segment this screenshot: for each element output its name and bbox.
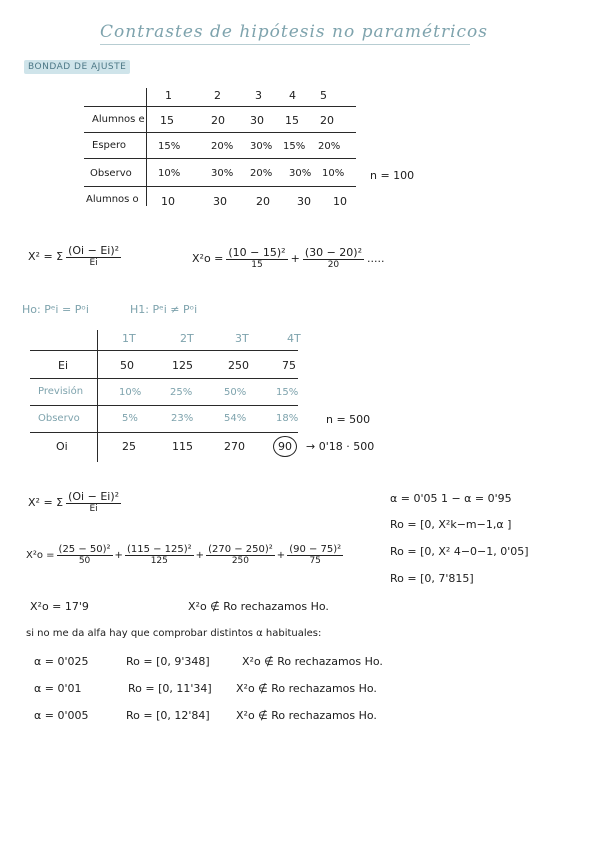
col-header: 1T	[122, 332, 136, 345]
table-cell: 20	[320, 114, 334, 127]
row-label: Oi	[56, 440, 68, 453]
col-header: 4	[289, 89, 296, 102]
chi-square-result: X²o = 17'9	[30, 600, 89, 613]
rejection-region: Ro = [0, 11'34]	[128, 682, 212, 695]
chi-square-formula-2	[28, 490, 121, 514]
formula-numerator: (25 − 50)²	[58, 544, 111, 555]
row-label: Ei	[58, 359, 69, 372]
decision: X²o ∉ Ro rechazamos Ho.	[236, 682, 377, 695]
formula-lhs: X² = Σ	[28, 249, 64, 263]
table-cell: 20	[256, 195, 270, 208]
formula-denominator: 20	[327, 260, 340, 270]
alt-hypothesis: H1: Pᵉi ≠ Pᵒi	[130, 303, 198, 316]
table-cell: 30%	[289, 168, 312, 179]
col-header: 4T	[287, 332, 301, 345]
formula-denominator: 75	[309, 556, 321, 566]
table-cell: 30	[297, 195, 311, 208]
alpha-check: α = 0'005	[34, 709, 89, 722]
table-cell: 10%	[119, 387, 142, 398]
formula-numerator: (10 − 15)²	[228, 246, 286, 259]
table-cell: 10%	[322, 168, 345, 179]
table-cell: 20%	[250, 168, 273, 179]
row-label: Observo	[90, 168, 132, 179]
table-cell: 30	[250, 114, 264, 127]
formula-numerator: (Oi − Ei)²	[68, 244, 120, 257]
table-cell: 15%	[283, 141, 306, 152]
row-label: Observo	[38, 413, 80, 424]
table-cell: 15%	[158, 141, 181, 152]
table-cell: 115	[172, 440, 193, 453]
page-title: Contrastes de hipótesis no paramétricos	[100, 22, 488, 42]
plus-sign: +	[290, 251, 300, 265]
table-cell: 18%	[276, 413, 299, 424]
table-cell: 15	[160, 114, 174, 127]
formula-denominator: 125	[150, 556, 168, 566]
formula-denominator: Ei	[89, 504, 98, 514]
decision: X²o ∉ Ro rechazamos Ho.	[242, 655, 383, 668]
alpha-note: si no me da alfa hay que comprobar distintos α habituales:	[26, 628, 322, 639]
col-header: 3T	[235, 332, 249, 345]
alpha-value: α = 0'05 1 − α = 0'95	[390, 492, 512, 505]
col-header: 1	[165, 89, 172, 102]
rejection-region: Ro = [0, 12'84]	[126, 709, 210, 722]
plus-sign: +	[276, 549, 286, 561]
formula-numerator: (270 − 250)²	[208, 544, 273, 555]
table-cell: 30%	[250, 141, 273, 152]
table-cell: 5%	[122, 413, 138, 424]
chi-square-calculation-2	[26, 544, 343, 566]
sample-size-note: n = 100	[370, 169, 415, 182]
sample-size-note: n = 500	[326, 413, 371, 426]
formula-numerator: (90 − 75)²	[289, 544, 342, 555]
rejection-region-formula: Ro = [0, X²k−m−1,α ]	[390, 518, 512, 531]
formula-denominator: 50	[78, 556, 91, 566]
col-header: 2	[214, 89, 221, 102]
decision: X²o ∉ Ro rechazamos Ho.	[188, 600, 329, 613]
row-label: Alumnos e	[92, 114, 145, 125]
rejection-region-value: Ro = [0, 7'815]	[390, 572, 474, 585]
table-cell: 15	[285, 114, 299, 127]
row-label: Espero	[92, 140, 127, 151]
table-cell: 270	[224, 440, 245, 453]
rejection-region: Ro = [0, 9'348]	[126, 655, 210, 668]
table-cell: 54%	[224, 413, 247, 424]
table-cell: 23%	[171, 413, 194, 424]
rejection-region-substituted: Ro = [0, X² 4−0−1, 0'05]	[390, 545, 529, 558]
arrow-note: → 0'18 · 500	[306, 440, 375, 453]
table-cell: 20	[211, 114, 225, 127]
ellipsis: .....	[367, 251, 385, 265]
title-underline	[100, 44, 470, 45]
table-cell: 20%	[318, 141, 341, 152]
formula-numerator: (115 − 125)²	[126, 544, 192, 555]
table-cell: 30%	[211, 168, 234, 179]
alpha-check: α = 0'01	[34, 682, 82, 695]
row-label: Alumnos o	[86, 194, 139, 205]
row-label: Previsión	[38, 386, 84, 397]
col-header: 5	[320, 89, 327, 102]
plus-sign: +	[195, 549, 205, 561]
formula-denominator: 15	[251, 260, 263, 270]
circled-value: 90	[273, 436, 297, 457]
table-cell: 10	[161, 195, 175, 208]
table-cell: 50	[120, 359, 134, 372]
table-cell: 15%	[276, 387, 299, 398]
plus-sign: +	[114, 549, 123, 561]
formula-numerator: (Oi − Ei)²	[68, 490, 120, 503]
section-label: BONDAD DE AJUSTE	[24, 60, 130, 74]
formula-lhs: X² = Σ	[28, 495, 64, 509]
table-cell: 25	[122, 440, 136, 453]
formula-denominator: Ei	[89, 258, 98, 268]
formula-lhs: X²o =	[26, 549, 55, 561]
formula-numerator: (30 − 20)²	[304, 246, 363, 259]
formula-lhs: X²o =	[192, 251, 224, 265]
table-cell-circled	[273, 436, 297, 457]
table-cell: 25%	[170, 387, 193, 398]
table-cell: 125	[172, 359, 193, 372]
decision: X²o ∉ Ro rechazamos Ho.	[236, 709, 377, 722]
col-header: 2T	[180, 332, 194, 345]
table-cell: 10%	[158, 168, 181, 179]
chi-square-formula	[28, 244, 121, 268]
table-cell: 75	[282, 359, 296, 372]
table-cell: 10	[333, 195, 347, 208]
chi-square-calculation	[192, 246, 385, 270]
table-cell: 30	[213, 195, 227, 208]
null-hypothesis: Ho: Pᵉi = Pᵒi	[22, 303, 89, 316]
formula-denominator: 250	[231, 556, 250, 566]
table-cell: 250	[228, 359, 249, 372]
table-cell: 20%	[211, 141, 234, 152]
table-cell: 50%	[224, 387, 247, 398]
col-header: 3	[255, 89, 262, 102]
alpha-check: α = 0'025	[34, 655, 89, 668]
